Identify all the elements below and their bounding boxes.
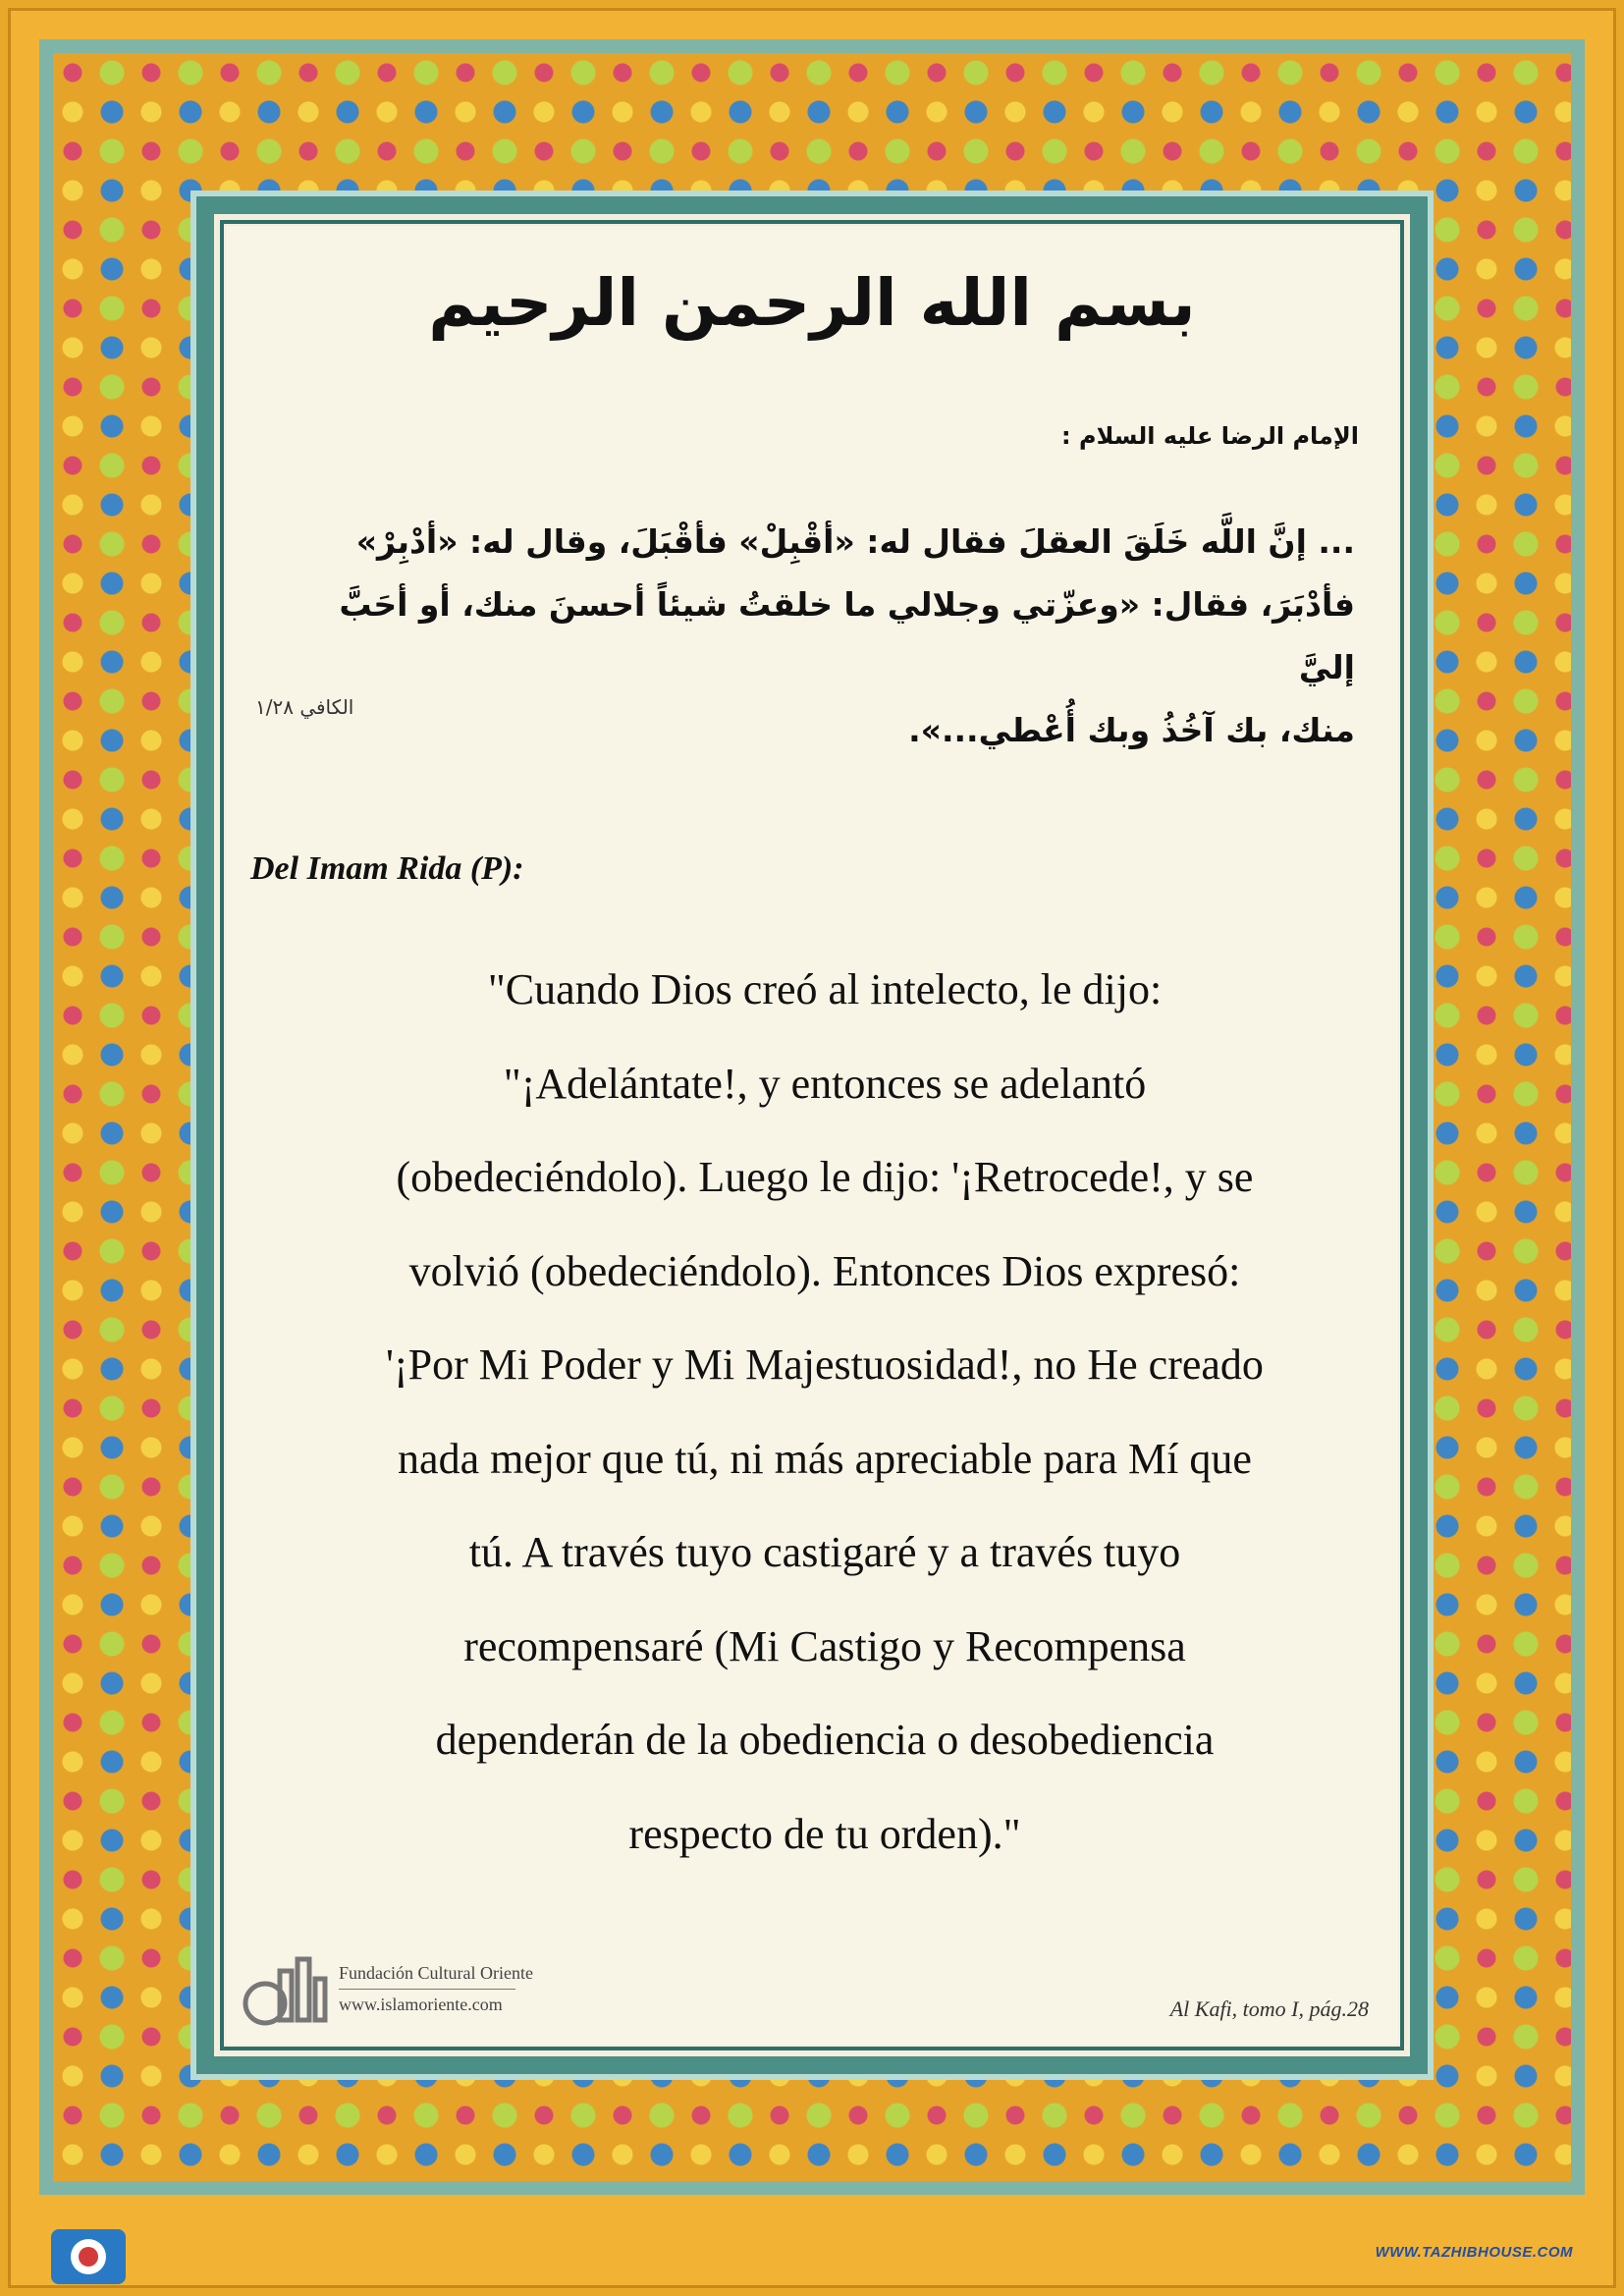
arabic-attribution: الإمام الرضا عليه السلام : <box>1061 422 1359 450</box>
logo-name: Fundación Cultural Oriente <box>339 1963 533 1983</box>
text-panel <box>226 226 1398 2045</box>
spanish-quote-line: respecto de tu orden)." <box>628 1809 1021 1858</box>
foundation-logo <box>241 1949 535 2028</box>
spanish-source: Al Kafi, tomo I, pág.28 <box>1169 1996 1369 2021</box>
basmala-calligraphy: بسم الله الرحمن الرحيم <box>428 265 1196 341</box>
arabic-hadith-line: فأدْبَرَ، فقال: «وعزّتي وجلالي ما خلقتُ شيئاً أحسنَ منك، أو أحَبَّ إليَّ <box>339 585 1355 686</box>
spanish-quote <box>334 943 1316 1881</box>
publisher-badge-icon <box>49 2227 128 2286</box>
spanish-heading: Del Imam Rida (P): <box>250 850 524 887</box>
arabic-source: الكافي ١/٢٨ <box>255 695 354 719</box>
spanish-quote-line: (obedeciéndolo). Luego le dijo: '¡Retrocede!, y se <box>396 1153 1254 1201</box>
logo-divider <box>339 1989 515 1990</box>
spanish-quote-line: tú. A través tuyo castigaré y a través tuyo <box>468 1528 1181 1576</box>
spanish-quote-line: nada mejor que tú, ni más apreciable para Mí que <box>398 1434 1252 1483</box>
spanish-quote-line: "¡Adelántate!, y entonces se adelantó <box>503 1059 1147 1108</box>
arabic-hadith <box>314 511 1355 762</box>
spanish-quote-line: '¡Por Mi Poder y Mi Majestuosidad!, no He creado <box>386 1340 1264 1389</box>
arabic-hadith-line: ... إنَّ اللَّه خَلَقَ العقلَ فقال له: «أقْبِلْ» فأقْبَلَ، وقال له: «أدْبِرْ» <box>355 522 1355 561</box>
logo-mark-icon <box>241 1949 329 2028</box>
website-url[interactable]: WWW.TAZHIBHOUSE.COM <box>1375 2244 1573 2261</box>
spanish-quote-line: volvió (obedeciéndolo). Entonces Dios expresó: <box>408 1246 1241 1295</box>
spanish-quote-line: "Cuando Dios creó al intelecto, le dijo: <box>487 965 1163 1013</box>
arabic-hadith-line: منك، بك آخُذُ وبك أُعْطي...». <box>908 711 1355 749</box>
logo-url[interactable]: www.islamoriente.com <box>339 1995 503 2014</box>
spanish-quote-line: dependerán de la obediencia o desobediencia <box>435 1716 1215 1764</box>
spanish-quote-line: recompensaré (Mi Castigo y Recompensa <box>463 1621 1186 1670</box>
